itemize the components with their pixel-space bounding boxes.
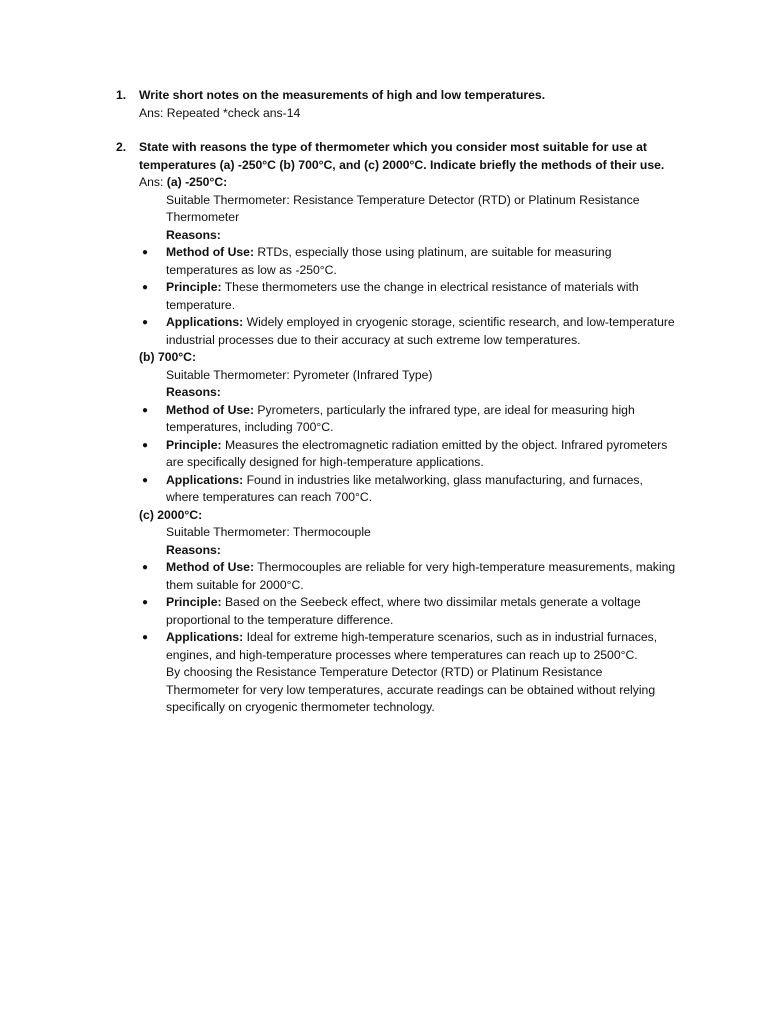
part-b-heading: (b) 700°C:	[139, 350, 197, 364]
bullet-icon: ●	[142, 474, 149, 486]
part-a-heading: (a) -250°C:	[166, 175, 228, 189]
bullet-text: Thermocouples are reliable for very high-temperature measurements, making them suitable for 2000°C.	[166, 560, 676, 592]
bullet-text: Found in industries like metalworking, glass manufacturing, and furnaces, where temperatures can reach 700°C.	[166, 472, 643, 504]
question-2-text: State with reasons the type of thermometer which you consider most suitable for use at temperatures (a) -250°C (b) 700°C, and (c) 2000°C. Indicate briefly the methods of their use.	[139, 140, 665, 172]
bullet-icon: ●	[142, 282, 149, 293]
part-c-bullet-applications	[142, 629, 676, 664]
bullet-text: Measures the electromagnetic radiation emitted by the object. Infrared pyrometers are specifically designed for high-temperature applications.	[166, 437, 668, 469]
bullet-text: Based on the Seebeck effect, where two dissimilar metals generate a voltage proportional to the temperature difference.	[166, 595, 641, 627]
bullet-icon: ●	[142, 404, 149, 416]
bullet-text: These thermometers use the change in electrical resistance of materials with temperature.	[166, 280, 639, 312]
bullet-label: Applications:	[166, 472, 244, 487]
question-1-number: 1.	[116, 88, 127, 102]
part-a-bullet-principle	[142, 279, 676, 314]
bullet-label: Principle:	[166, 280, 222, 294]
bullet-icon: ●	[142, 247, 149, 258]
part-c-bullet-principle	[142, 594, 676, 629]
bullet-label: Method of Use:	[166, 402, 255, 417]
bullet-label: Applications:	[166, 630, 244, 644]
bullet-text: Widely employed in cryogenic storage, scientific research, and low-temperature industrial processes due to their accuracy at such extreme low temperatures.	[166, 315, 675, 347]
part-c-bullet-method	[142, 559, 676, 594]
part-a-bullet-applications	[142, 314, 676, 349]
bullet-icon: ●	[142, 597, 149, 608]
question-1-text: Write short notes on the measurements of high and low temperatures.	[139, 88, 546, 102]
answer-part-b	[139, 349, 676, 507]
bullet-icon: ●	[142, 632, 149, 643]
part-b-bullet-principle	[142, 437, 676, 472]
bullet-text: Ideal for extreme high-temperature scenarios, such as in industrial furnaces, engines, and high-temperature processes where temperatures can reach up to 2500°C.	[166, 630, 658, 662]
bullet-icon: ●	[142, 562, 149, 573]
bullet-label: Applications:	[166, 315, 244, 329]
part-b-bullet-applications	[142, 472, 676, 507]
part-a-bullet-method	[142, 244, 676, 279]
part-c-reasons-label: Reasons:	[166, 542, 221, 557]
bullet-text: Pyrometers, particularly the infrared type, are ideal for measuring high temperatures, including 700°C.	[166, 402, 635, 434]
bullet-label: Principle:	[166, 437, 222, 452]
bullet-icon: ●	[142, 439, 149, 451]
part-b-reasons-label: Reasons:	[166, 385, 221, 399]
part-c-suitable: Suitable Thermometer: Thermocouple	[166, 525, 371, 539]
part-c-heading: (c) 2000°C:	[139, 507, 203, 522]
bullet-label: Method of Use:	[166, 560, 255, 574]
question-2	[116, 139, 676, 717]
answer-part-a	[139, 174, 676, 349]
answer-prefix: Ans:	[139, 175, 164, 189]
bullet-label: Principle:	[166, 595, 222, 609]
question-2-number: 2.	[116, 140, 127, 154]
bullet-label: Method of Use:	[166, 245, 255, 259]
part-b-suitable: Suitable Thermometer: Pyrometer (Infrared Type)	[166, 367, 433, 382]
conclusion-paragraph: By choosing the Resistance Temperature Detector (RTD) or Platinum Resistance Thermometer for very low temperatures, accurate readings can be obtained without relying specifically on cryogenic thermometer technology.	[166, 665, 656, 714]
part-a-suitable: Suitable Thermometer: Resistance Temperature Detector (RTD) or Platinum Resistance Thermometer	[166, 192, 640, 224]
bullet-icon: ●	[142, 317, 149, 328]
question-1-answer: Ans: Repeated *check ans-14	[139, 105, 301, 120]
part-b-bullet-method	[142, 402, 676, 437]
part-a-reasons-label: Reasons:	[166, 227, 221, 242]
question-1	[116, 87, 676, 122]
answer-part-c	[139, 507, 676, 717]
bullet-text: RTDs, especially those using platinum, are suitable for measuring temperatures as low as -250°C.	[166, 245, 612, 277]
